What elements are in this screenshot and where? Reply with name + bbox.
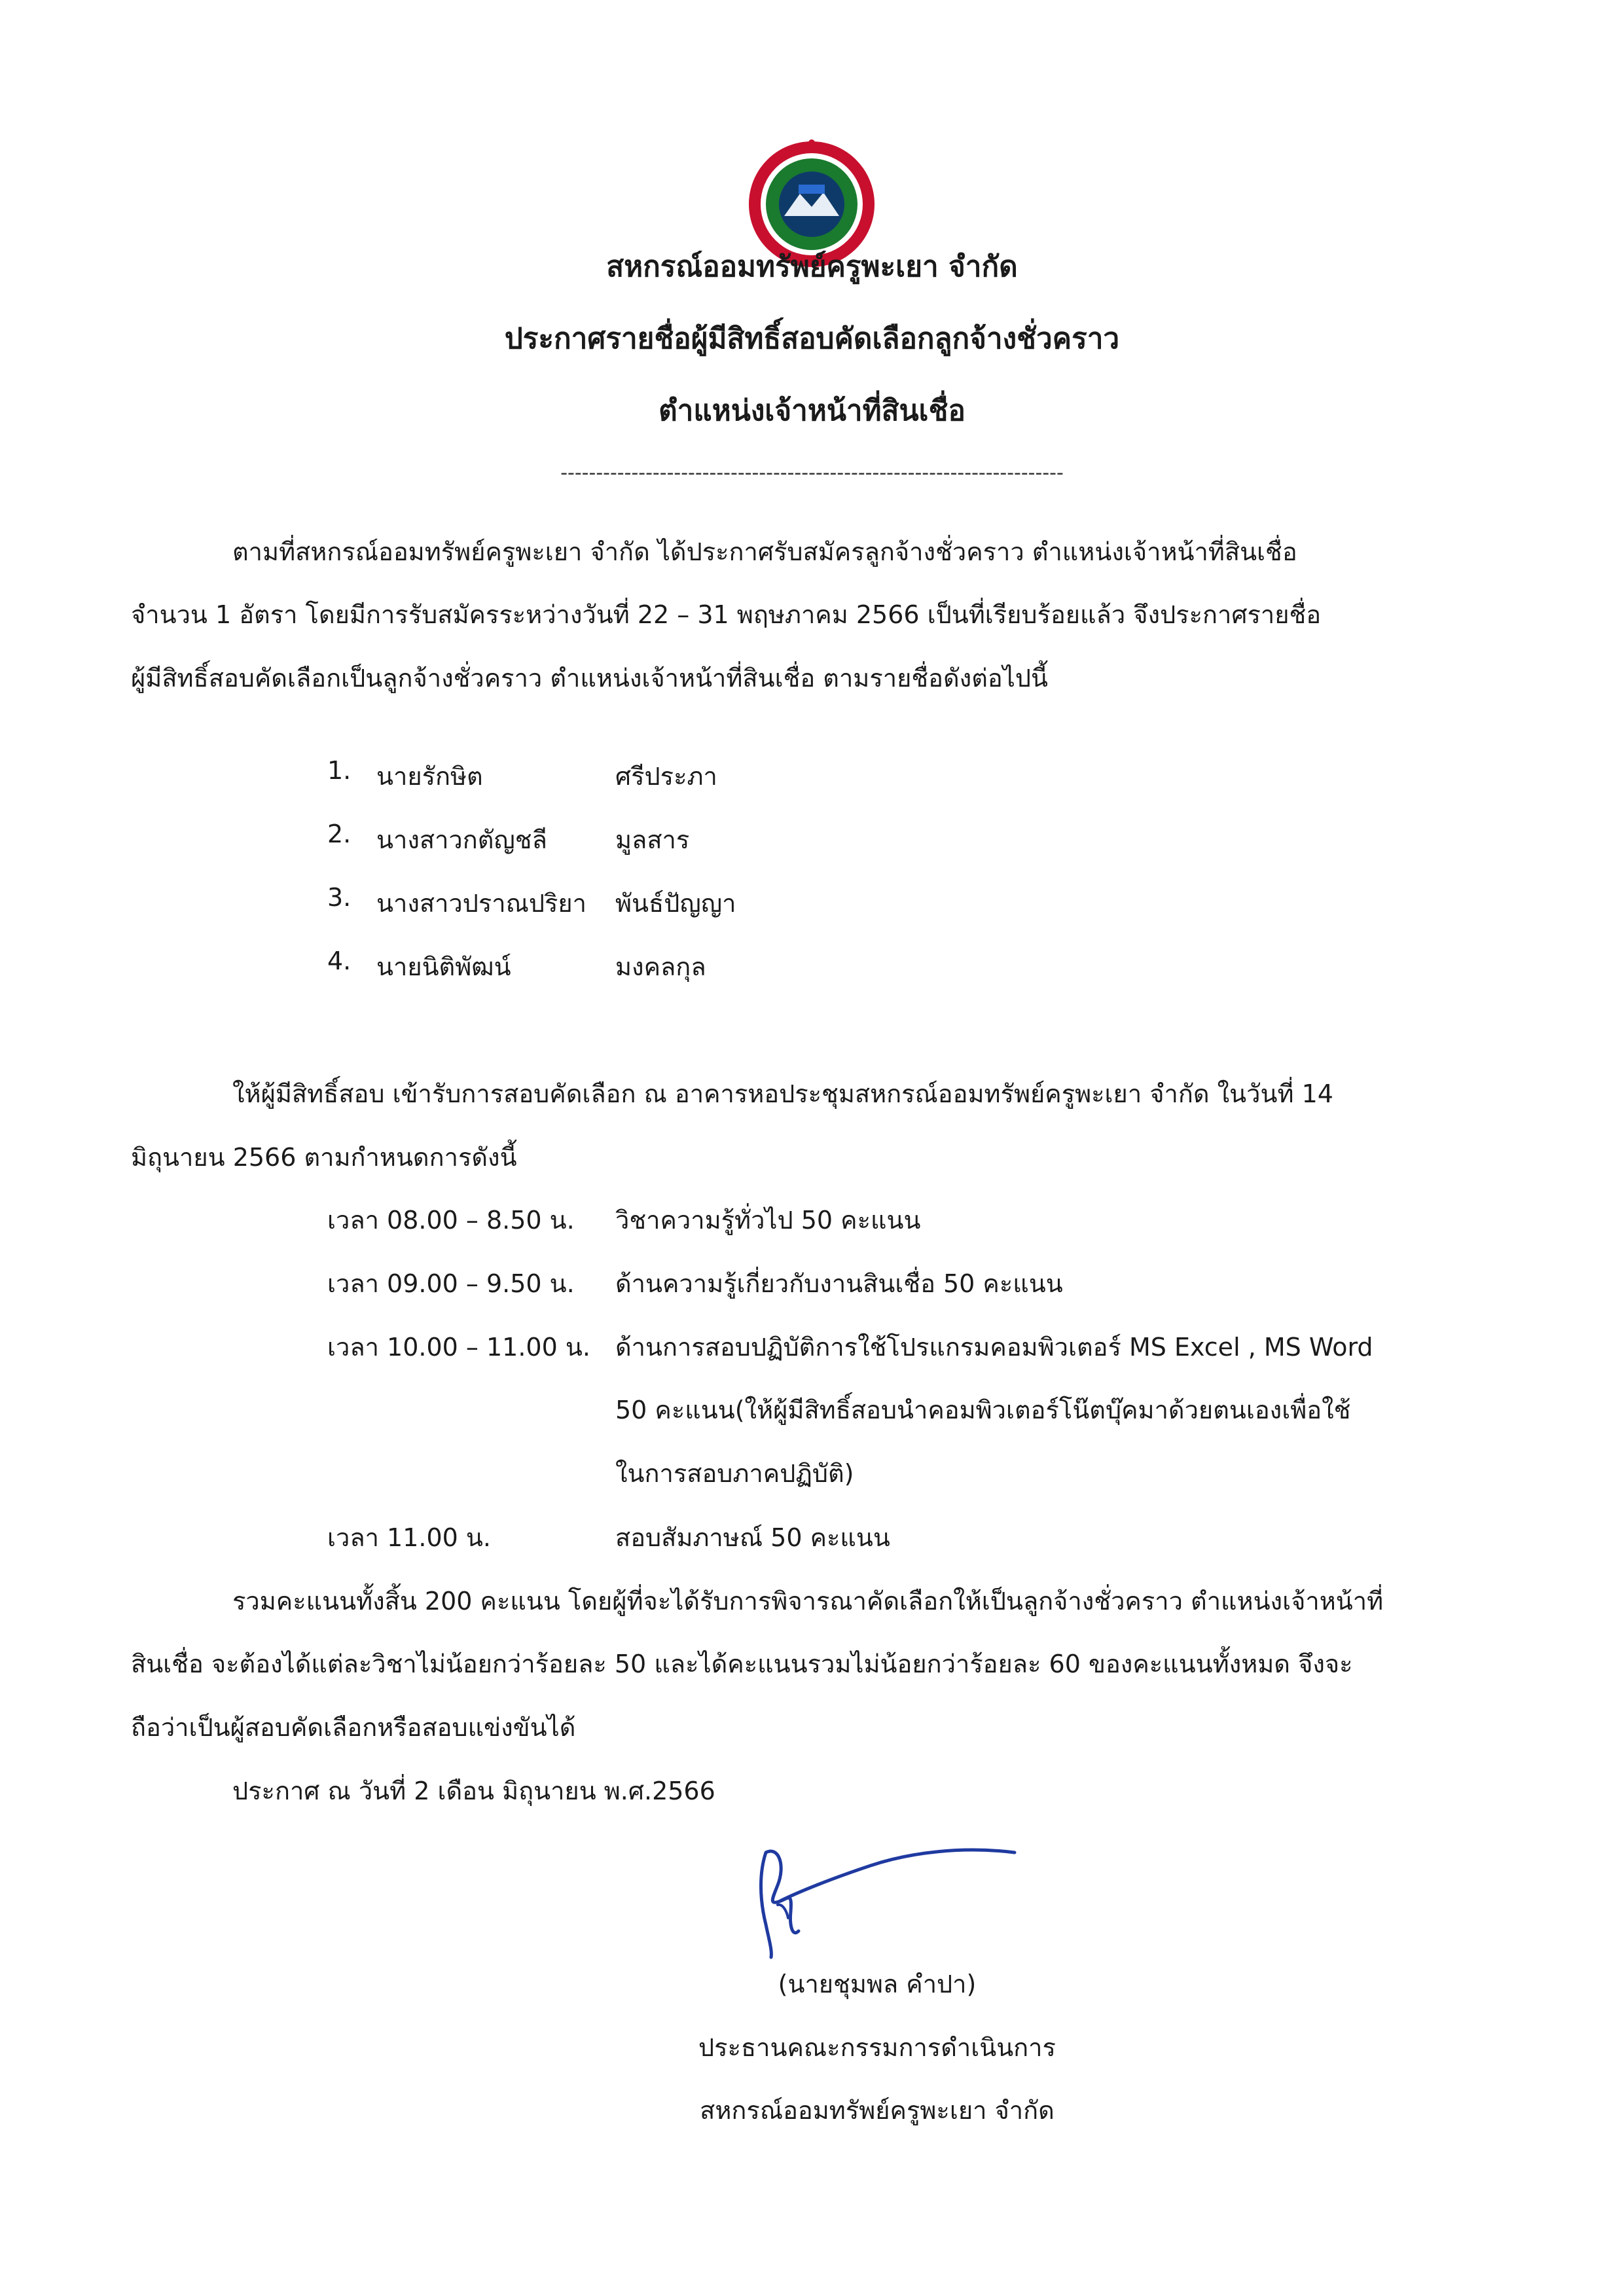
candidate-number: 2.	[327, 820, 352, 848]
scoring-line-3: ถือว่าเป็นผู้สอบคัดเลือกหรือสอบแข่งขันได้	[131, 1713, 576, 1742]
schedule-subject-cont: ในการสอบภาคปฏิบัติ)	[615, 1459, 854, 1488]
announcement-date: ประกาศ ณ วันที่ 2 เดือน มิถุนายน พ.ศ.2566	[232, 1777, 715, 1805]
signatory-role: ประธานคณะกรรมการดำเนินการ	[698, 2033, 1056, 2062]
schedule-subject: สอบสัมภาษณ์ 50 คะแนน	[615, 1523, 890, 1552]
candidate-first-name: นางสาวกตัญชลี	[376, 825, 547, 854]
intro-line-2: จำนวน 1 อัตรา โดยมีการรับสมัครระหว่างวันที่ 22 – 31 พฤษภาคม 2566 เป็นที่เรียบร้อยแล้ว จึงประกาศรายชื่อ	[131, 600, 1322, 629]
exam-intro-line-2: มิถุนายน 2566 ตามกำหนดการดังนี้	[131, 1143, 517, 1172]
schedule-subject-cont: 50 คะแนน(ให้ผู้มีสิทธิ์สอบนำคอมพิวเตอร์โน๊ตบุ๊คมาด้วยตนเองเพื่อใช้	[615, 1396, 1351, 1424]
candidate-first-name: นางสาวปราณปริยา	[376, 889, 586, 918]
position-title: ตำแหน่งเจ้าหน้าที่สินเชื่อ	[659, 394, 965, 427]
candidate-last-name: ศรีประภา	[615, 762, 717, 791]
schedule-time: เวลา 09.00 – 9.50 น.	[327, 1269, 575, 1298]
candidate-number: 4.	[327, 947, 352, 975]
schedule-time: เวลา 08.00 – 8.50 น.	[327, 1206, 575, 1235]
intro-line-3: ผู้มีสิทธิ์สอบคัดเลือกเป็นลูกจ้างชั่วคราว ตำแหน่งเจ้าหน้าที่สินเชื่อ ตามรายชื่อดังต่อไปนี้	[131, 664, 1048, 693]
schedule-subject: วิชาความรู้ทั่วไป 50 คะแนน	[615, 1206, 921, 1235]
schedule-time: เวลา 10.00 – 11.00 น.	[327, 1333, 590, 1362]
signatory-org: สหกรณ์ออมทรัพย์ครูพะเยา จำกัด	[700, 2096, 1055, 2125]
candidate-first-name: นายรักษิต	[376, 762, 483, 791]
candidate-first-name: นายนิติพัฒน์	[376, 952, 511, 981]
scoring-line-2: สินเชื่อ จะต้องได้แต่ละวิชาไม่น้อยกว่าร้อยละ 50 และได้คะแนนรวมไม่น้อยกว่าร้อยละ 60 ของคะแนนทั้งหมด จึงจะ	[131, 1650, 1353, 1678]
org-title: สหกรณ์ออมทรัพย์ครูพะเยา จำกัด	[606, 250, 1018, 283]
schedule-time: เวลา 11.00 น.	[327, 1523, 491, 1552]
candidate-number: 1.	[327, 756, 352, 785]
exam-intro-line-1: ให้ผู้มีสิทธิ์สอบ เข้ารับการสอบคัดเลือก ณ อาคารหอประชุมสหกรณ์ออมทรัพย์ครูพะเยา จำกัด ในวันที่ 14	[232, 1079, 1333, 1108]
signatory-name: (นายชุมพล คำปา)	[778, 1970, 977, 1998]
candidate-last-name: พันธ์ปัญญา	[615, 889, 736, 918]
announcement-title: ประกาศรายชื่อผู้มีสิทธิ์สอบคัดเลือกลูกจ้างชั่วคราว	[504, 322, 1120, 355]
divider: -----------------------------------------------------------------------	[560, 461, 1064, 484]
candidate-number: 3.	[327, 883, 352, 912]
schedule-subject: ด้านความรู้เกี่ยวกับงานสินเชื่อ 50 คะแนน	[615, 1269, 1063, 1298]
intro-line-1: ตามที่สหกรณ์ออมทรัพย์ครูพะเยา จำกัด ได้ประกาศรับสมัครลูกจ้างชั่วคราว ตำแหน่งเจ้าหน้าที่สินเชื่อ	[232, 537, 1297, 566]
scoring-line-1: รวมคะแนนทั้งสิ้น 200 คะแนน โดยผู้ที่จะได้รับการพิจารณาคัดเลือกให้เป็นลูกจ้างชั่วคราว ตำแหน่งเจ้าหน้าที่	[232, 1587, 1384, 1616]
schedule-subject: ด้านการสอบปฏิบัติการใช้โปรแกรมคอมพิวเตอร์ MS Excel , MS Word	[615, 1333, 1373, 1362]
candidate-last-name: มูลสาร	[615, 825, 690, 854]
candidate-last-name: มงคลกุล	[615, 952, 706, 981]
